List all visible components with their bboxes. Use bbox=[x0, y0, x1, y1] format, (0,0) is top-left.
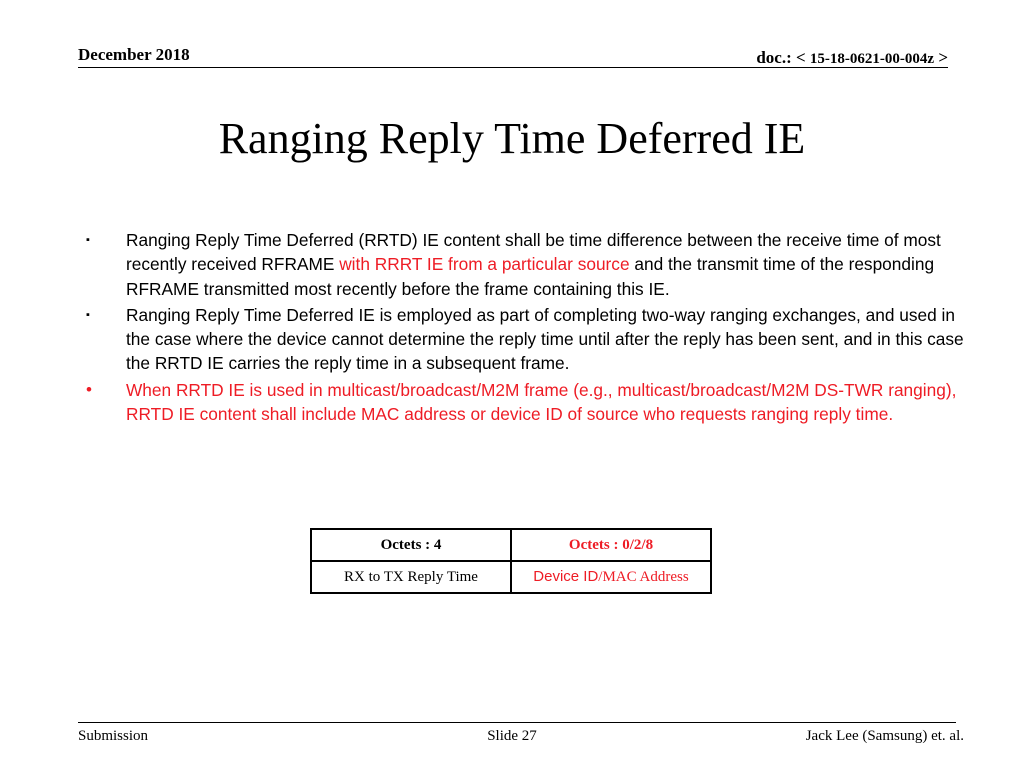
ie-format-table bbox=[310, 528, 712, 594]
doc-close-bracket: > bbox=[934, 48, 948, 67]
bullet-text-highlight: When RRTD IE is used in multicast/broadcast/M2M frame (e.g., multicast/broadcast/M2M DS-TWR ranging), RRTD IE content shall include MAC address or device ID of source who requests ranging reply time. bbox=[126, 379, 957, 425]
table-cell: RX to TX Reply Time bbox=[311, 561, 511, 593]
footer-slide-number: Slide 27 bbox=[487, 728, 537, 744]
bullet-text: Ranging Reply Time Deferred (RRTD) IE content shall be time difference between the receive time of most recently received RFRAME bbox=[126, 230, 941, 275]
doc-prefix: doc.: bbox=[756, 48, 796, 67]
bullet-text: Ranging Reply Time Deferred IE is employed as part of completing two-way ranging exchanges, and used in the case where the device cannot determine the reply time until after the reply has been sent, and in this case the RRTD IE carries the reply time in a subsequent frame. bbox=[126, 304, 964, 374]
table-row bbox=[311, 561, 711, 593]
footer-author: Jack Lee (Samsung) et. al. bbox=[805, 728, 964, 744]
table-header-cell: Octets : 4 bbox=[311, 529, 511, 561]
footer-submission: Submission bbox=[78, 728, 149, 744]
bullet-item bbox=[86, 228, 966, 301]
doc-number: 15-18-0621-00-004z bbox=[809, 51, 935, 67]
slide-title: Ranging Reply Time Deferred IE bbox=[218, 114, 806, 163]
square-bullet-icon: ▪ bbox=[86, 308, 90, 321]
device-id-label: Device ID bbox=[533, 568, 599, 585]
bullet-item bbox=[86, 303, 966, 376]
table-header-cell: Octets : 0/2/8 bbox=[511, 529, 711, 561]
round-bullet-icon: • bbox=[86, 379, 92, 399]
bullet-text-highlight: with RRRT IE from a particular source bbox=[339, 254, 630, 275]
table-cell bbox=[511, 561, 711, 593]
table-header-row bbox=[311, 529, 711, 561]
square-bullet-icon: ▪ bbox=[86, 234, 90, 246]
header-doc-number bbox=[756, 48, 948, 68]
bullet-item bbox=[86, 378, 966, 427]
footer-divider bbox=[78, 722, 956, 723]
bullet-text: and the transmit time of the responding RFRAME transmitted most recently before the frame containing this IE. bbox=[126, 254, 935, 299]
header-date: December 2018 bbox=[78, 45, 190, 64]
bullet-list bbox=[86, 228, 966, 428]
header-divider bbox=[78, 67, 948, 68]
mac-address-label: /MAC Address bbox=[598, 569, 689, 585]
doc-open-bracket: < bbox=[795, 48, 810, 67]
